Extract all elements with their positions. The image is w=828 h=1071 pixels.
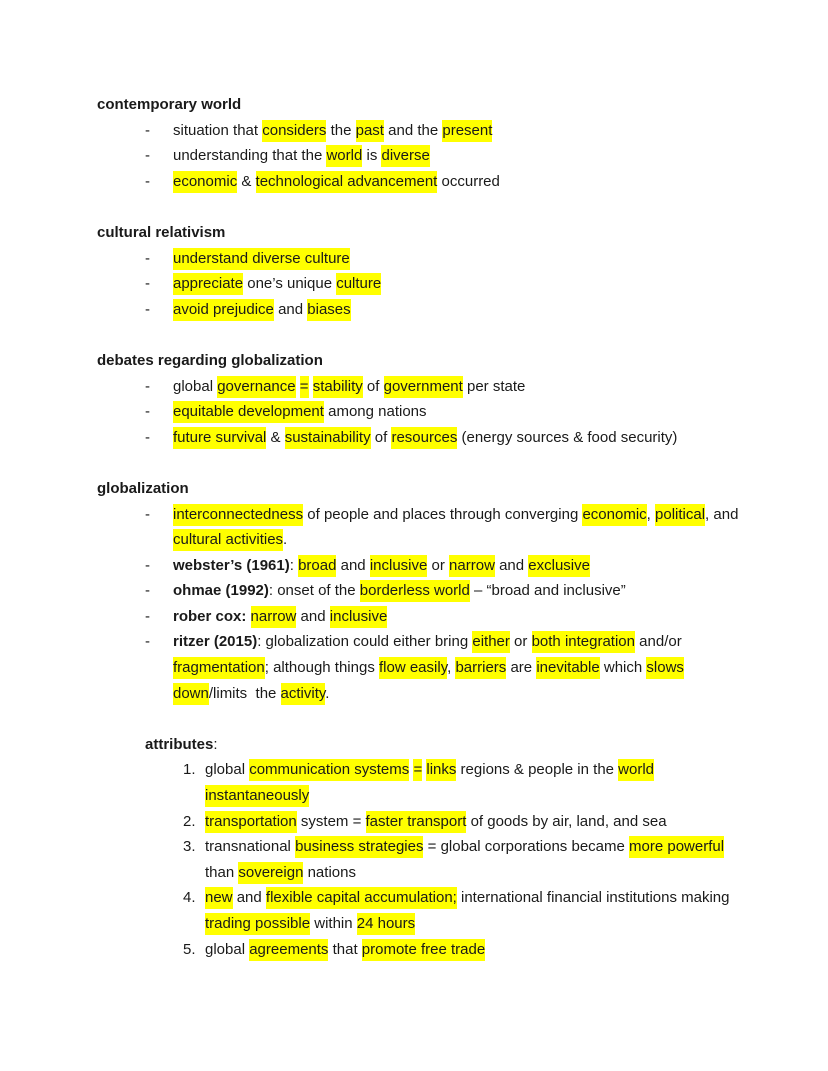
text-block <box>97 220 731 246</box>
highlighted-text: activity <box>281 683 326 705</box>
list-item <box>97 425 731 451</box>
list-marker: 2. <box>183 812 196 830</box>
highlighted-text: world <box>326 145 362 167</box>
highlighted-text: appreciate <box>173 273 243 295</box>
text-run: situation that <box>173 121 263 139</box>
text-line <box>173 604 731 630</box>
text-run <box>246 608 250 625</box>
highlighted-text: = <box>413 759 422 781</box>
highlighted-text: culture <box>336 273 381 295</box>
text-run: : <box>289 556 299 574</box>
text-line <box>173 502 739 528</box>
text-run: , <box>646 505 656 523</box>
highlighted-text: business strategies <box>295 836 423 858</box>
text-run: and <box>296 607 330 625</box>
highlighted-text: economic <box>173 171 237 193</box>
text-run: the <box>326 121 356 139</box>
text-run: regions & people in the <box>456 761 619 779</box>
text-block <box>145 732 731 758</box>
text-run: of <box>362 377 384 395</box>
text-line <box>173 297 731 323</box>
text-run: system = <box>296 812 366 830</box>
highlighted-text: slows <box>646 657 684 679</box>
highlighted-text: future survival <box>173 427 266 449</box>
text-line <box>173 527 731 553</box>
text-run: global <box>205 761 250 779</box>
list-marker: - <box>145 556 150 574</box>
text-run: within <box>310 915 357 932</box>
highlighted-text: political <box>655 504 705 526</box>
section-heading <box>97 476 731 502</box>
text-block <box>173 629 731 706</box>
list-marker: - <box>145 505 150 523</box>
highlighted-text: inevitable <box>536 657 599 679</box>
text-run: rober cox: <box>173 607 247 625</box>
text-line <box>173 655 731 681</box>
highlighted-text: diverse <box>381 145 429 167</box>
highlighted-text: 24 hours <box>357 913 415 935</box>
highlighted-text: narrow <box>449 555 495 577</box>
text-line <box>173 374 731 400</box>
list-item <box>97 578 731 604</box>
text-block <box>97 92 731 118</box>
list-marker: - <box>145 275 150 293</box>
list-marker: - <box>145 633 150 651</box>
highlighted-text: down <box>173 683 209 705</box>
text-line <box>205 911 731 937</box>
text-run: one’s unique <box>243 275 337 293</box>
text-run: ohmae (1992) <box>173 582 269 600</box>
text-run: of goods by air, land, and sea <box>466 812 667 830</box>
text-run: per state <box>462 377 526 395</box>
text-run: and <box>336 556 370 574</box>
highlighted-text: past <box>356 120 384 142</box>
list-item <box>97 809 731 835</box>
highlighted-text: links <box>426 759 456 781</box>
highlighted-text: faster transport <box>366 811 467 833</box>
text-line <box>205 783 731 809</box>
text-block <box>97 476 731 502</box>
list-item <box>97 834 731 885</box>
text-block <box>173 604 731 630</box>
highlighted-text: either <box>472 631 510 653</box>
text-run: and <box>273 300 308 318</box>
text-block <box>205 809 731 835</box>
text-block <box>173 425 731 451</box>
text-line <box>205 757 731 783</box>
text-run: (energy sources & food security) <box>457 428 678 446</box>
text-run: and <box>232 889 266 907</box>
list-marker: 4. <box>183 889 196 907</box>
list-item <box>97 374 731 400</box>
text-run: which <box>599 659 647 677</box>
text-line <box>173 578 731 604</box>
text-run: transnational <box>205 838 296 856</box>
list-marker: 5. <box>183 940 196 958</box>
text-run: debates regarding globalization <box>97 351 323 369</box>
text-run: ; although things <box>264 659 379 677</box>
highlighted-text: trading possible <box>205 913 310 935</box>
text-line <box>97 476 731 502</box>
list-item <box>97 604 731 630</box>
sub-heading <box>97 732 731 758</box>
text-line <box>173 425 731 451</box>
list-marker: - <box>145 249 150 267</box>
text-block <box>173 297 731 323</box>
highlighted-text: technological advancement <box>256 171 438 193</box>
text-line <box>173 118 731 144</box>
text-run: or <box>427 556 450 574</box>
list-item <box>97 246 731 272</box>
text-block <box>173 502 739 553</box>
text-block <box>173 143 731 169</box>
list-item <box>97 502 739 553</box>
list-marker: 3. <box>183 838 196 856</box>
list-marker: - <box>145 607 150 625</box>
highlighted-text: avoid prejudice <box>173 299 274 321</box>
highlighted-text: government <box>384 376 463 398</box>
highlighted-text: cultural activities <box>173 529 283 551</box>
highlighted-text: governance <box>217 376 295 398</box>
text-run: global <box>205 940 250 958</box>
highlighted-text: biases <box>307 299 350 321</box>
text-line <box>173 399 731 425</box>
text-run: & <box>237 172 256 190</box>
text-run: : globalization could either bring <box>257 633 473 651</box>
highlighted-text: flow easily <box>379 657 447 679</box>
list-marker: - <box>145 377 150 395</box>
list-item <box>97 297 731 323</box>
text-run: , <box>447 659 456 677</box>
text-block <box>173 271 731 297</box>
highlighted-text: fragmentation <box>173 657 265 679</box>
highlighted-text: resources <box>391 427 457 449</box>
highlighted-text: stability <box>313 376 363 398</box>
list-item <box>97 271 731 297</box>
highlighted-text: equitable development <box>173 401 324 423</box>
highlighted-text: both integration <box>532 631 635 653</box>
highlighted-text: communication systems <box>249 759 409 781</box>
highlighted-text: exclusive <box>528 555 590 577</box>
text-run: , and <box>705 505 739 523</box>
text-run: & <box>266 428 285 446</box>
text-line <box>173 629 731 655</box>
text-block <box>97 348 731 374</box>
list-item <box>97 118 731 144</box>
text-run: . <box>283 531 288 549</box>
text-run: ritzer (2015) <box>173 633 258 651</box>
text-run: international financial institutions making <box>456 889 730 907</box>
highlighted-text: = <box>300 376 309 398</box>
highlighted-text: agreements <box>249 939 328 961</box>
highlighted-text: borderless world <box>360 580 470 602</box>
text-block <box>173 578 731 604</box>
text-run: nations <box>303 863 356 881</box>
list-marker: - <box>145 172 150 190</box>
list-marker: - <box>145 121 150 139</box>
text-line <box>97 220 731 246</box>
highlighted-text: instantaneously <box>205 785 309 807</box>
list-marker: - <box>145 147 150 165</box>
text-line <box>173 246 731 272</box>
text-line <box>205 937 731 963</box>
text-block <box>205 834 731 885</box>
text-block <box>173 169 731 195</box>
text-line <box>205 834 731 860</box>
highlighted-text: sovereign <box>238 862 303 884</box>
highlighted-text: sustainability <box>285 427 371 449</box>
text-block <box>205 757 731 808</box>
list-marker: 1. <box>183 761 196 779</box>
text-run: : <box>213 735 218 753</box>
highlighted-text: barriers <box>455 657 506 679</box>
list-marker: - <box>145 428 150 446</box>
text-run: of people and places through converging <box>303 505 583 523</box>
text-run: contemporary world <box>97 96 242 113</box>
highlighted-text: inclusive <box>330 606 388 628</box>
text-run: = global corporations became <box>423 838 630 856</box>
text-run: attributes <box>145 735 214 753</box>
highlighted-text: new <box>205 887 233 909</box>
text-line <box>173 143 731 169</box>
text-run: cultural relativism <box>97 223 226 241</box>
text-run: : onset of the <box>268 582 360 600</box>
text-run: or <box>509 633 532 651</box>
text-run: occurred <box>437 172 500 190</box>
text-run: are <box>506 659 537 677</box>
list-marker: - <box>145 300 150 318</box>
highlighted-text: more powerful <box>629 836 724 858</box>
text-line <box>205 885 731 911</box>
text-line <box>97 92 731 118</box>
list-item <box>97 399 731 425</box>
highlighted-text: present <box>442 120 492 142</box>
text-line <box>145 732 731 758</box>
text-run: of <box>370 428 392 446</box>
text-run: that <box>328 940 362 958</box>
text-run: understanding that the <box>173 147 327 165</box>
list-marker: - <box>145 403 150 421</box>
highlighted-text: interconnectedness <box>173 504 303 526</box>
text-run: – “broad and inclusive” <box>469 582 626 600</box>
list-item <box>97 553 731 579</box>
text-run: and the <box>383 121 443 139</box>
highlighted-text: economic <box>582 504 646 526</box>
text-line <box>173 169 731 195</box>
highlighted-text: promote free trade <box>362 939 485 961</box>
text-run: . <box>325 684 330 702</box>
highlighted-text: inclusive <box>370 555 428 577</box>
text-run: /limits the <box>208 684 281 702</box>
highlighted-text: narrow <box>251 606 297 628</box>
text-block <box>173 118 731 144</box>
text-run: is <box>362 147 382 165</box>
text-line <box>173 553 731 579</box>
section-heading <box>97 92 731 118</box>
text-run: and <box>494 556 529 574</box>
highlighted-text: transportation <box>205 811 297 833</box>
list-item <box>97 937 731 963</box>
text-line <box>97 348 731 374</box>
list-item <box>97 169 731 195</box>
text-run: among nations <box>323 403 427 421</box>
highlighted-text: broad <box>298 555 336 577</box>
section-heading <box>97 220 731 246</box>
highlighted-text: flexible capital accumulation; <box>266 887 457 909</box>
text-run: globalization <box>97 479 189 497</box>
text-block <box>173 246 731 272</box>
text-line <box>173 681 731 707</box>
text-run: webster’s (1961) <box>173 556 290 574</box>
text-block <box>173 553 731 579</box>
text-block <box>173 374 731 400</box>
list-marker: - <box>145 582 150 600</box>
text-line <box>173 271 731 297</box>
text-block <box>205 937 731 963</box>
highlighted-text: considers <box>262 120 326 142</box>
text-run: and/or <box>635 633 682 651</box>
text-block <box>173 399 731 425</box>
section-heading <box>97 348 731 374</box>
text-line <box>205 809 731 835</box>
list-item <box>97 629 731 706</box>
text-run: global <box>173 377 218 395</box>
highlighted-text: understand diverse culture <box>173 248 350 270</box>
list-item <box>97 757 731 808</box>
text-block <box>205 885 731 936</box>
list-item <box>97 885 731 936</box>
list-item <box>97 143 731 169</box>
text-line <box>205 860 731 886</box>
highlighted-text: world <box>618 759 654 781</box>
text-run: than <box>205 863 239 881</box>
